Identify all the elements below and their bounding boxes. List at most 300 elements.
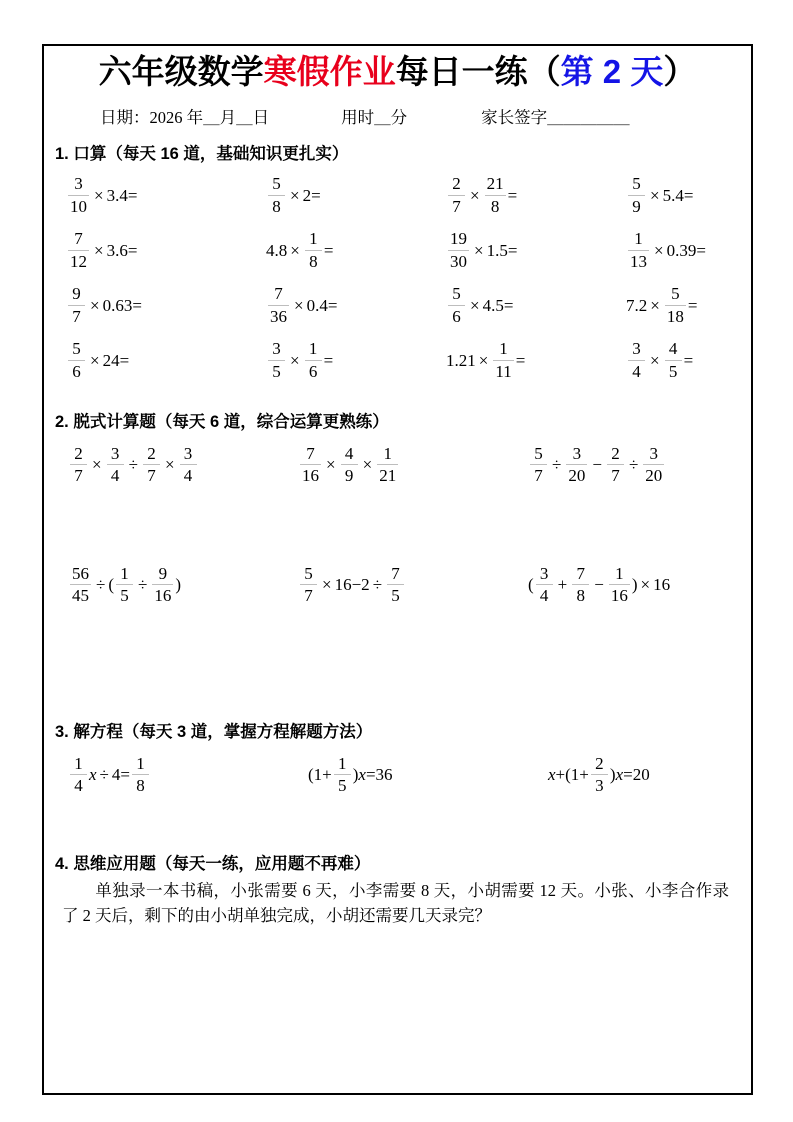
tuoshi-item[interactable] [298,436,528,556]
fraction-denominator: 9 [344,466,354,486]
fraction-bar [68,250,89,251]
operator: × [478,350,489,370]
fraction-numerator: 3 [539,563,549,583]
title-part-grade-subject: 六年级数学 [98,53,264,90]
fraction [305,229,322,271]
fraction-denominator: 7 [611,466,620,486]
fraction-denominator: 6 [452,306,461,326]
fraction [572,564,589,606]
oral-calc-expression [626,284,697,326]
section-2-note: （每天 6 道，综合运算更熟练） [155,412,389,431]
section-1-name: 口算 [73,144,107,163]
oral-calc-item[interactable] [66,333,266,388]
fraction-bar [268,305,289,306]
fraction [68,339,85,381]
variable: x [89,765,97,785]
fraction-denominator: 7 [452,196,461,216]
title-part-day-number: 第 2 天 [560,53,664,90]
operator: × [94,185,104,205]
fraction-bar [116,584,133,585]
oral-calc-expression [66,284,142,326]
fraction-bar [387,584,404,585]
fraction-numerator: 1 [74,753,83,773]
fraction [70,754,87,796]
equals-sign: = [507,185,518,205]
literal: ( [528,575,534,595]
variable: x [358,765,366,785]
fraction-numerator: 1 [615,563,624,583]
oral-calc-expression [266,174,321,216]
equals-sign: = [323,240,334,260]
operator: × [92,455,102,475]
fraction-denominator: 5 [272,361,281,381]
word-problem-text-block [44,874,751,929]
fraction [607,444,624,486]
fraction-numerator: 19 [450,229,467,249]
operator: × [290,240,300,260]
fraction [116,564,133,606]
fraction-numerator: 2 [147,443,156,463]
fraction-bar [70,464,87,465]
section-heading-oral-calc [44,140,751,164]
fraction [70,564,91,606]
fraction-bar [628,360,645,361]
fraction [665,284,686,326]
fraction-bar [268,360,285,361]
date-line [44,90,751,128]
fraction-bar [448,250,469,251]
fraction-numerator: 3 [272,339,281,359]
fraction-numerator: 5 [452,284,461,304]
fraction-numerator: 1 [634,229,643,249]
fraction-numerator: 5 [632,174,641,194]
operator: × [326,455,336,475]
section-heading-equations [44,718,751,742]
fraction-bar [485,195,506,196]
section-4-note: （每天一练，应用题不再难） [155,854,371,873]
fraction-bar [70,774,87,775]
oral-calc-item[interactable] [66,168,266,223]
fraction [536,564,553,606]
fraction [628,174,645,216]
fraction-bar [665,305,686,306]
fraction [68,174,89,216]
operator: × [650,350,660,370]
operand: 3.6 [106,240,128,260]
fraction-bar [132,774,149,775]
fraction-numerator: 5 [534,443,543,463]
literal: ) [175,575,182,595]
literal: ) [609,765,616,785]
fraction-numerator: 1 [499,339,508,359]
fraction [493,339,513,381]
operator: × [362,455,373,475]
fraction-bar [268,195,285,196]
operand: 2 [302,185,312,205]
oral-calc-item[interactable] [446,278,626,333]
fraction-bar [536,584,553,585]
fraction [300,444,321,486]
section-heading-word-problem [44,850,751,874]
equals-sign: = [127,240,138,260]
operator: × [90,350,100,370]
section-heading-tuoshi [44,408,751,432]
oral-calc-item[interactable] [626,168,776,223]
fraction-numerator: 4 [668,339,678,359]
oral-calc-expression [66,339,129,381]
fraction-numerator: 1 [309,229,318,249]
literal: =36 [365,765,393,785]
fraction-bar [665,360,682,361]
oral-calc-expression [626,229,706,271]
fraction-numerator: 5 [671,284,680,304]
section-3-number: 3. [55,722,69,741]
oral-calc-expression [626,339,693,381]
equation-expression [548,754,650,796]
fraction-denominator: 30 [450,251,467,271]
fraction-bar [180,464,197,465]
fraction [609,564,630,606]
date-field[interactable]: 日期：2026 年＿月＿日 [100,107,270,127]
fraction-denominator: 5 [391,586,400,606]
fraction-denominator: 45 [72,586,89,606]
literal: (1+ [308,765,332,785]
operand: 5.4 [662,185,684,205]
equals-sign: = [119,350,130,370]
fraction-numerator: 1 [338,753,347,773]
operator: ÷ [552,455,562,475]
fraction-denominator: 16 [154,586,172,606]
title-part-winter-homework: 寒假作业 [263,53,396,90]
fraction-denominator: 11 [495,361,512,381]
operator: × [322,575,332,595]
fraction [485,174,506,216]
fraction-bar [591,774,608,775]
fraction-bar [70,584,91,585]
operator: ÷ [628,455,639,475]
fraction-bar [305,250,322,251]
fraction-numerator: 1 [383,443,392,463]
fraction-bar [530,464,547,465]
equation-item[interactable] [308,746,548,804]
variable: x [615,765,624,785]
fraction-numerator: 1 [136,753,145,773]
operand: 0.4 [306,295,328,315]
fraction-denominator: 8 [136,776,145,796]
tuoshi-item[interactable] [528,436,768,556]
oral-calc-expression [626,174,693,216]
operator: ÷ [96,575,106,595]
section-1-number: 1. [55,144,69,163]
word-problem-text: 单独录一本书稿，小张需要 6 天，小李需要 8 天，小胡需要 12 天。小张、小李合作录了 2 天后，剩下的由小胡单独完成，小胡还需要几天录完？ [62,880,729,926]
operator: ÷ [99,765,109,785]
fraction-numerator: 1 [120,563,129,583]
fraction-bar [334,774,351,775]
fraction-denominator: 6 [72,361,81,381]
fraction [180,444,197,486]
fraction-bar [68,360,85,361]
operator: ÷ [372,575,383,595]
fraction [152,564,173,606]
fraction-numerator: 2 [452,174,461,194]
tuoshi-expression [528,444,666,486]
fraction-numerator: 3 [110,443,120,463]
fraction [341,444,358,486]
time-used-field[interactable]: 用时＿分 [341,107,408,127]
operator: × [654,240,664,260]
page-title [44,46,751,90]
fraction-denominator: 7 [304,586,313,606]
operator: − [592,455,602,475]
oral-calc-expression [66,174,137,216]
fraction-numerator: 4 [344,443,354,463]
operator: × [94,240,104,260]
fraction [268,339,285,381]
operator: × [164,455,175,475]
fraction-denominator: 8 [576,586,586,606]
operator: × [640,575,651,595]
literal: = [120,765,130,785]
fraction-denominator: 4 [539,586,549,606]
fraction-numerator: 7 [274,284,283,304]
fraction-bar [448,305,465,306]
fraction [628,229,649,271]
literal: 4 [111,765,121,785]
literal: +(1+ [555,765,589,785]
fraction-bar [68,195,89,196]
literal: ) [631,575,638,595]
equation-expression [68,754,151,796]
fraction [268,284,289,326]
oral-calc-expression [446,174,517,216]
operator: × [474,240,484,260]
fraction-bar [566,464,587,465]
tuoshi-item[interactable] [298,556,528,676]
equals-sign: = [327,295,338,315]
equals-sign: = [683,350,694,370]
fraction-numerator: 56 [72,563,89,583]
fraction-bar [341,464,358,465]
oral-calc-item[interactable] [446,168,626,223]
fraction-numerator: 5 [272,174,281,194]
fraction-bar [609,584,630,585]
operand: 1.5 [486,240,508,260]
operator: × [90,295,100,315]
equation-expression [308,754,393,796]
oral-calc-grid [44,164,751,388]
fraction-denominator: 20 [645,466,663,486]
literal: ) [352,765,359,785]
parent-signature-field[interactable]: 家长签字＿＿＿＿＿ [481,107,630,127]
fraction-denominator: 36 [270,306,287,326]
title-part-close-paren: ） [663,53,697,90]
fraction [643,444,664,486]
fraction [68,229,89,271]
oral-calc-item[interactable] [266,333,446,388]
fraction-numerator: 3 [632,339,641,359]
fraction [566,444,587,486]
operand: 4.8 [266,240,288,260]
fraction-bar [305,360,322,361]
fraction-denominator: 21 [379,466,397,486]
equals-sign: = [507,240,518,260]
fraction-bar [448,195,465,196]
fraction-denominator: 9 [632,196,641,216]
fraction [300,564,317,606]
operand: 0.39 [666,240,697,260]
fraction [107,444,124,486]
literal: ( [108,575,115,595]
fraction [70,444,87,486]
fraction-bar [377,464,398,465]
fraction [628,339,645,381]
equals-sign: = [503,295,514,315]
fraction [268,174,285,216]
fraction-bar [143,464,160,465]
oral-calc-item[interactable] [626,223,776,278]
section-3-note: （每天 3 道，掌握方程解题方法） [122,722,373,741]
equals-sign: = [687,295,698,315]
oral-calc-item[interactable] [66,278,266,333]
operand: 1.21 [446,350,476,370]
fraction [143,444,160,486]
fraction-bar [300,464,321,465]
fraction-numerator: 7 [74,229,83,249]
fraction-denominator: 5 [668,361,678,381]
section-4-number: 4. [55,854,69,873]
fraction-denominator: 18 [666,306,684,326]
fraction-numerator: 21 [486,174,504,194]
fraction-denominator: 7 [147,466,156,486]
fraction-denominator: 6 [308,361,318,381]
variable: x [548,765,556,785]
equation-item[interactable] [548,746,768,804]
section-2-number: 2. [55,412,69,431]
tuoshi-expression [528,564,670,606]
fraction-bar [628,195,645,196]
operand: 24 [102,350,120,370]
fraction-numerator: 9 [72,284,81,304]
section-1-note: （每天 16 道，基础知识更扎实） [106,144,349,163]
tuoshi-expression [298,564,406,606]
fraction-denominator: 4 [632,361,641,381]
equals-sign: = [696,240,706,260]
fraction [448,284,465,326]
fraction-bar [607,464,624,465]
equals-sign: = [323,350,334,370]
tuoshi-grid [44,432,751,676]
operator: × [290,185,300,205]
fraction [448,174,465,216]
oral-calc-expression [446,339,525,381]
tuoshi-item[interactable] [68,556,298,676]
fraction-bar [107,464,124,465]
oral-calc-expression [446,229,517,271]
operand: 4.5 [482,295,504,315]
tuoshi-item[interactable] [68,436,298,556]
fraction-numerator: 3 [649,443,659,463]
literal: =20 [623,765,650,785]
operator: − [594,575,604,595]
operator: ÷ [128,455,138,475]
operand: 3.4 [106,185,128,205]
equals-sign: = [683,185,694,205]
fraction [305,339,322,381]
oral-calc-item[interactable] [446,223,626,278]
oral-calc-item[interactable] [66,223,266,278]
fraction [387,564,404,606]
equals-sign: = [515,350,526,370]
fraction [132,754,149,796]
operator: × [650,185,660,205]
fraction [377,444,398,486]
operator: × [470,295,480,315]
oral-calc-expression [446,284,513,326]
fraction-numerator: 7 [306,443,315,463]
operator: × [650,295,660,315]
literal: 16−2 [334,575,370,595]
fraction-denominator: 16 [302,466,319,486]
fraction [68,284,85,326]
tuoshi-item[interactable] [528,556,768,676]
fraction-denominator: 8 [272,196,281,216]
tuoshi-expression [68,564,181,606]
fraction-bar [152,584,173,585]
oral-calc-item[interactable] [626,333,776,388]
oral-calc-item[interactable] [266,278,446,333]
equals-sign: = [311,185,321,205]
fraction-numerator: 2 [611,443,620,463]
oral-calc-item[interactable] [266,223,446,278]
oral-calc-expression [266,339,333,381]
fraction [530,444,547,486]
literal: 16 [653,575,671,595]
fraction-denominator: 5 [120,586,129,606]
fraction [448,229,469,271]
fraction-numerator: 5 [72,339,81,359]
fraction-numerator: 7 [576,563,586,583]
fraction-bar [572,584,589,585]
fraction-numerator: 2 [595,753,604,773]
equation-item[interactable] [68,746,308,804]
oral-calc-item[interactable] [626,278,776,333]
oral-calc-item[interactable] [266,168,446,223]
oral-calc-expression [66,229,137,271]
fraction-denominator: 3 [595,776,604,796]
fraction-denominator: 7 [74,466,83,486]
operator: ÷ [138,575,148,595]
fraction-numerator: 7 [391,563,400,583]
fraction-denominator: 4 [183,466,193,486]
fraction-bar [643,464,664,465]
operator: + [557,575,568,595]
fraction-numerator: 5 [304,563,313,583]
title-part-daily-practice: 每日一练（ [395,53,561,90]
worksheet-page [42,44,753,1095]
equals-sign: = [127,185,138,205]
fraction [665,339,682,381]
fraction-bar [68,305,85,306]
fraction-denominator: 10 [70,196,87,216]
fraction-bar [300,584,317,585]
oral-calc-item[interactable] [446,333,626,388]
fraction-denominator: 4 [74,776,83,796]
fraction-numerator: 9 [158,563,168,583]
operand: 7.2 [626,295,648,315]
section-2-name: 脱式计算题 [73,412,156,431]
section-3-name: 解方程 [73,722,123,741]
section-4-name: 思维应用题 [73,854,156,873]
